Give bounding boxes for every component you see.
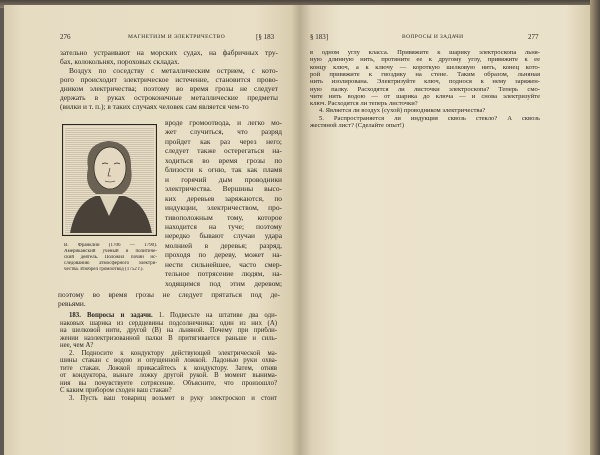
- text-line: находится на туче; поэтому: [165, 221, 282, 231]
- right-running-head: ВОПРОСЫ И ЗАДАЧИ: [402, 34, 464, 40]
- text-line: следует также остерегаться на-: [165, 146, 282, 156]
- text-line: В. Франклин (1706 — 1790).: [64, 243, 157, 248]
- text-line: 4. Является ли воздух (сухой) проводником электричества?: [319, 107, 486, 115]
- text-line: нить изолирована. Электризуйте ключ, поднося к нему заряжен-: [310, 78, 540, 86]
- text-line: близости к огню, так как пламя: [165, 165, 282, 175]
- text-line: в одном углу класса. Привяжите к шарику электроскопа льня-: [310, 49, 540, 56]
- text-line: нести сильнейшее, часто смер-: [165, 259, 282, 269]
- text-line: жет случиться, что разряд: [165, 127, 282, 137]
- text-line: С каким прибором сходен ваш стакан?: [60, 387, 172, 394]
- text-line: шины стакан с водою и опущенной ложкой. Ладонью руки охва-: [60, 357, 277, 364]
- text-line: рого происходит электрическое истечение, становится прово-: [60, 75, 278, 84]
- text-line: ключ. Расходятся ли теперь листочки?: [310, 100, 418, 108]
- text-line: индукции, электричеством, про-: [165, 203, 282, 213]
- text-line: дником электричества; поэтому во время грозы не следует: [60, 84, 278, 93]
- franklin-portrait: [62, 124, 157, 236]
- text-line: ский деятель. Положил почин ис-: [64, 255, 157, 260]
- text-line: тельное потрясение людям, на-: [165, 269, 282, 279]
- text-line: концу ключ, а к ключу — короткую шелковую нить, конец кото-: [310, 63, 540, 71]
- section-183-first-line: [60, 312, 277, 320]
- text-line: Воздух по соседству с металлическим острием, с кото-: [69, 66, 278, 75]
- text-line: ную длинную нить, протяните ее к другому углу, привяжите к ее: [310, 56, 540, 64]
- text-line: 3. Пусть ваш товарищ возьмет в руку электроскоп и стоит: [69, 394, 277, 402]
- text-line: жении наэлектризованной палки В притягивается раньше и силь-: [60, 334, 277, 342]
- text-line: 5. Распространяется ли индукция сквозь стекло? А сквозь: [319, 114, 540, 122]
- text-line: наковых шарика из сердцевины подсолнечника: один из них (А): [60, 319, 277, 327]
- text-line: ную палку. Расходятся ли листочки электроскопа? Теперь смо-: [310, 85, 540, 93]
- text-line: на шелковой нити, другой (В) на льняной. Почему при прибли-: [60, 327, 277, 334]
- text-line: чества. Изобрел громоотвод (1752 г.).: [64, 267, 144, 272]
- book-right-edge: [590, 0, 600, 455]
- text-line: зательно устраивают на морских судах, на фабричных тру-: [60, 48, 278, 57]
- section-heading: 183. Вопросы и задачи.: [69, 312, 153, 319]
- question-1-start: 1. Подвесьте на штативе два оди-: [152, 312, 277, 319]
- text-line: следованию атмосферного электри-: [64, 261, 157, 266]
- text-line: молнией в деревья; разряд,: [165, 240, 282, 250]
- text-line: от кондуктора, выньте ложку другой рукой. В момент вынима-: [60, 372, 277, 379]
- left-section-ref: [§ 183: [256, 33, 275, 41]
- text-line: нее, чем А?: [60, 342, 94, 349]
- text-line: поэтому во время грозы не следует прятаться под де-: [58, 290, 280, 299]
- text-line: бах, колокольнях, пороховых складах.: [60, 57, 180, 66]
- text-line: рой привяжите к гвоздику на стене. Таким образом, льняная: [310, 70, 540, 78]
- text-line: ких деревьев заряжаются, по: [165, 193, 282, 203]
- text-line: 2. Подносите к кондуктору действующей электрической ма-: [69, 349, 277, 357]
- text-line: ходящимся под этим деревом;: [165, 278, 282, 288]
- text-line: тите стакан. Ложкой прикасайтесь к кондуктору. Затем, отняв: [60, 364, 277, 372]
- left-running-head: МАГНЕТИЗМ И ЭЛЕКТРИЧЕСТВО: [128, 34, 226, 40]
- text-line: ния вы почувствуете сотрясение. Объясните, что произошло?: [60, 379, 277, 387]
- text-line: нередко бывают случаи удара: [165, 231, 282, 241]
- text-line: ходиться во время грозы по: [165, 155, 282, 165]
- text-line: вроде громоотвода, и легко мо-: [165, 118, 282, 127]
- text-line: (вилки и т. п.); в таких случаях человек сам является чем-то: [60, 102, 249, 111]
- text-line: Американский ученый и политиче-: [64, 249, 157, 254]
- text-line: жестяной лист? (Сделайте опыт!): [310, 122, 405, 129]
- text-line: проходя по дереву, может на-: [165, 250, 282, 260]
- text-line: электричества. Вершины высо-: [165, 184, 282, 194]
- text-line: и горячий дым проводники: [165, 174, 282, 184]
- right-page-number: 277: [528, 33, 539, 41]
- text-line: держать в руках остроконечные металлические предметы: [60, 93, 278, 102]
- text-line: ревьями.: [58, 299, 86, 308]
- left-page-number: 276: [60, 33, 71, 41]
- text-line: тивоположным тому, которое: [165, 212, 282, 222]
- text-line: пройдет как раз через него;: [165, 136, 282, 146]
- text-line: чите нить водою — от шарика до ключа — и снова электризуйте: [310, 92, 540, 100]
- right-section-ref: § 183]: [310, 33, 329, 41]
